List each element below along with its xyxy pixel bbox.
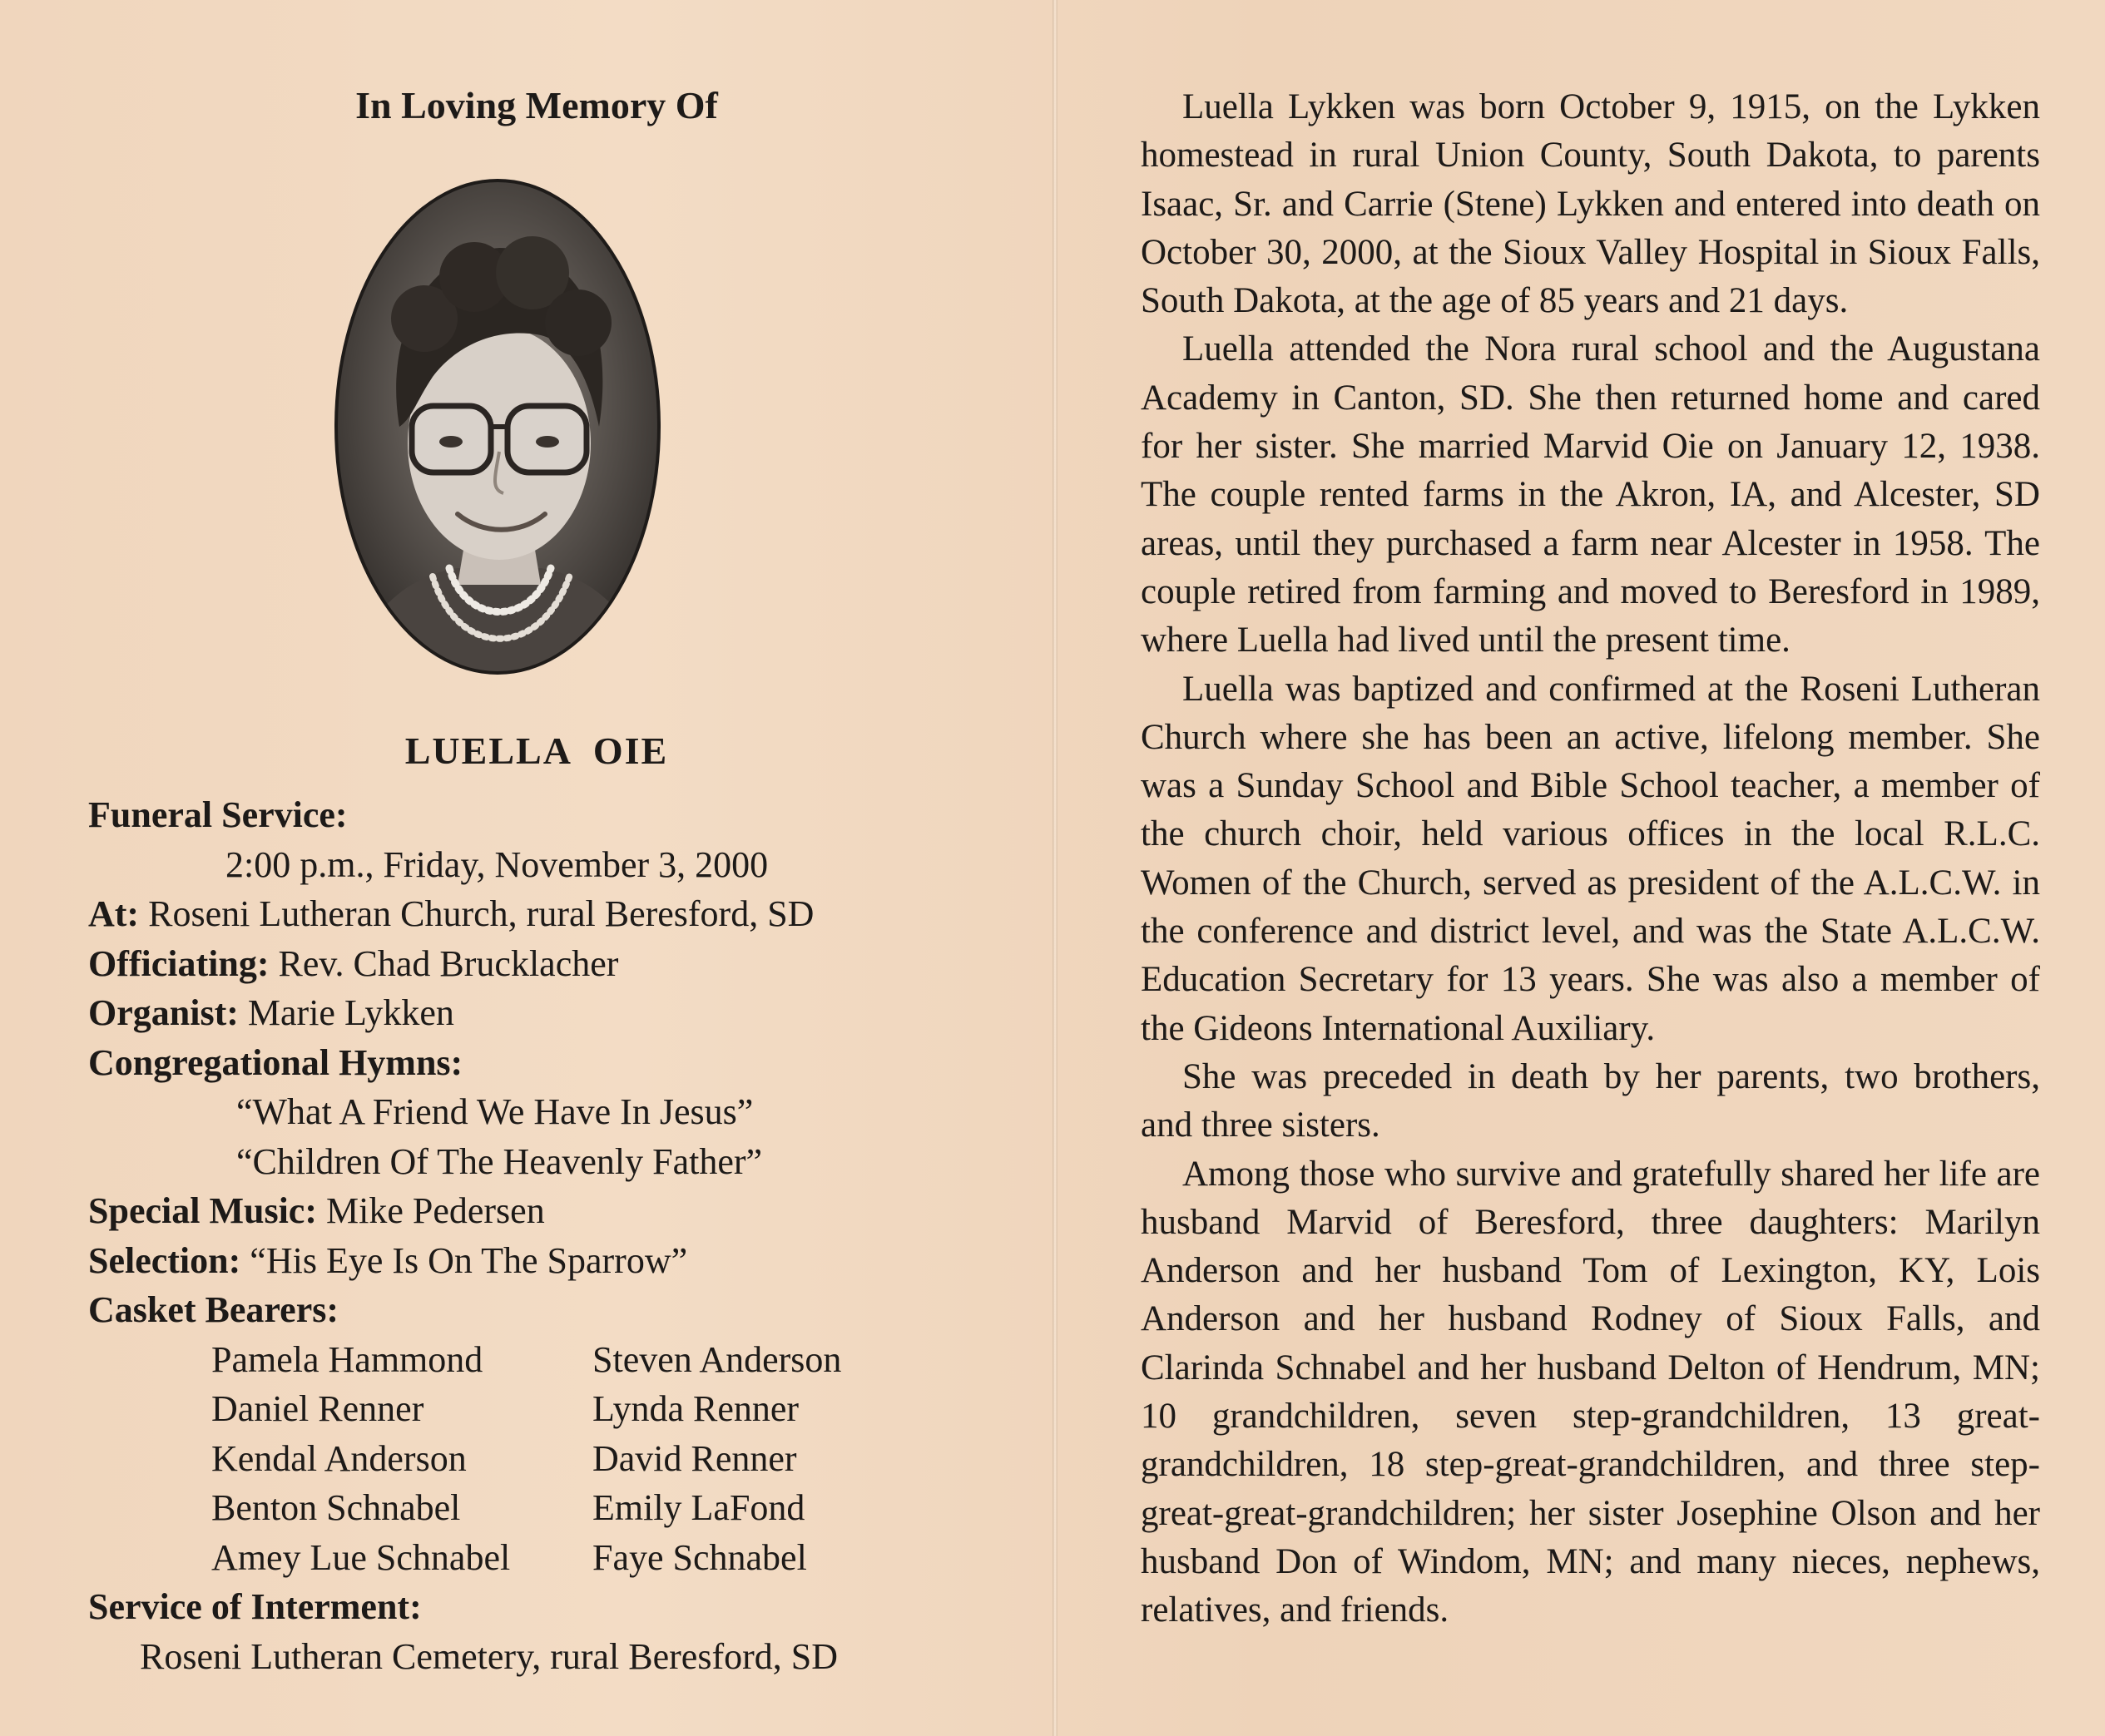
hymn-2: “Children Of The Heavenly Father” [236,1140,763,1182]
funeral-service-label: Funeral Service: [88,794,348,835]
special-music-label: Special Music: [88,1190,317,1231]
officiating-label: Officiating: [88,942,270,984]
hymn-1: “What A Friend We Have In Jesus” [236,1091,754,1132]
bearer-name: Amey Lue Schnabel [211,1536,511,1578]
obituary-paragraph: Luella was baptized and confirmed at the Roseni Lutheran Church where she has been an active, lifelong member. She was a Sunday School and Bible School teacher, a member of the church choir, held various offices in the local R.L.C. Women of the Church, served as president of the A.L.C.W. in the conference and district level, and was the State A.L.C.W. Education Secretary for 13 years. She was also a member of the Gideons International Auxiliary. [1141,669,2040,1048]
casket-bearers-label: Casket Bearers: [88,1289,339,1330]
interment-label: Service of Interment: [88,1586,422,1627]
interment-value: Roseni Lutheran Cemetery, rural Beresford, SD [140,1635,839,1677]
obituary-paragraph: She was preceded in death by her parents, two brothers, and three sisters. [1141,1056,2040,1145]
special-music-line [88,1186,1003,1236]
right-page [1057,0,2105,1736]
left-page [0,0,1052,1736]
hymns-label: Congregational Hymns: [88,1041,463,1083]
obituary-paragraph: Among those who survive and gratefully shared her life are husband Marvid of Beresford, three daughters: Marilyn Anderson and her husband Tom of Lexington, KY, Lois Anderson and her husband Rodney of Sioux Falls, and Clarinda Schnabel and her husband Delton of Hendrum, MN; 10 grandchildren, seven step-grandchildren, 13 great-grandchildren, 18 step-great-grandchildren, and three step-great-great-grandchildren; her sister Josephine Olson and her husband Don of Windom, MN; and many nieces, nephews, relatives, and friends. [1141,1154,2040,1630]
bearer-name: David Renner [592,1437,797,1479]
bearer-name: Emily LaFond [592,1487,805,1528]
casket-bearers-list [88,1335,1003,1583]
bearer-name: Lynda Renner [592,1388,800,1429]
special-music-value: Mike Pedersen [325,1190,545,1231]
bearer-name: Benton Schnabel [211,1487,461,1528]
officiating-line [88,939,1003,989]
portrait-photo [333,177,662,676]
organist-line [88,988,1003,1038]
bearer-name: Kendal Anderson [211,1437,467,1479]
bearer-name: Pamela Hammond [211,1338,483,1380]
location-line [88,889,1003,939]
service-program [88,790,1003,1681]
obituary-paragraph: Luella Lykken was born October 9, 1915, on the Lykken homestead in rural Union County, South Dakota, to parents Isaac, Sr. and Carrie (Stene) Lykken and entered into death on October 30, 2000, at the Sioux Valley Hospital in Sioux Falls, South Dakota, at the age of 85 years and 21 days. [1141,87,2040,321]
selection-label: Selection: [88,1239,241,1281]
bearer-name: Daniel Renner [211,1388,424,1429]
officiating-value: Rev. Chad Brucklacher [278,942,619,984]
obituary-paragraph: Luella attended the Nora rural school and the Augustana Academy in Canton, SD. She then returned home and cared for her sister. She married Marvid Oie on January 12, 1938. The couple rented farms in the Akron, IA, and Alcester, SD areas, until they purchased a farm near Alcester in 1958. The couple retired from farming and moved to Beresford in 1989, where Luella had lived until the present time. [1141,329,2040,660]
funeral-service-time: 2:00 p.m., Friday, November 3, 2000 [225,843,769,885]
organist-label: Organist: [88,992,239,1033]
deceased-name: LUELLA OIE [404,730,669,772]
selection-line [88,1236,1003,1286]
page-heading: In Loving Memory Of [355,84,718,126]
bearer-name: Steven Anderson [592,1338,842,1380]
at-label: At: [88,893,140,934]
at-value: Roseni Lutheran Church, rural Beresford, SD [148,893,815,934]
obituary-text [1141,83,2040,1635]
organist-value: Marie Lykken [247,992,454,1033]
selection-value: “His Eye Is On The Sparrow” [250,1239,688,1281]
bearer-name: Faye Schnabel [592,1536,807,1578]
